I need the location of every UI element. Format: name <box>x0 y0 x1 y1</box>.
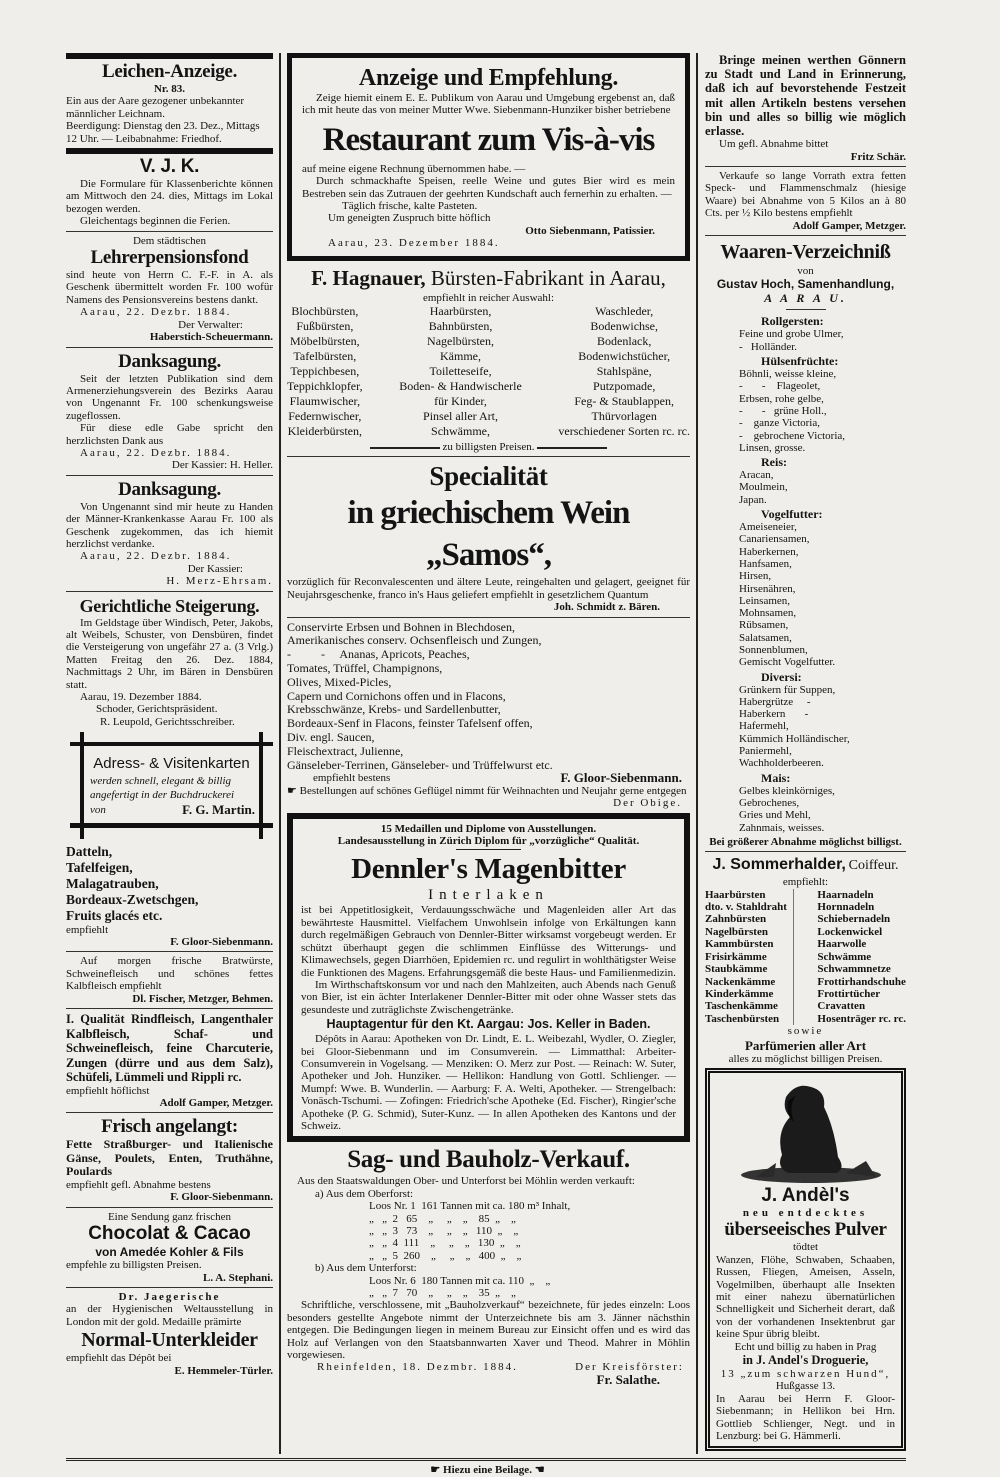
product-item: Fußbürsten, <box>296 319 354 334</box>
ad-title: Parfümerien aller Art <box>744 1037 867 1053</box>
product-item: Schiebernadeln <box>817 913 891 926</box>
catalogue-item: Böhnli, weisse kleine, <box>739 368 837 381</box>
product-item: Lockenwickel <box>817 925 883 938</box>
firm-name: F. Hagnauer, <box>311 265 426 290</box>
ad-title: Specialität <box>429 461 548 492</box>
catalogue-section-heading: Vogelfutter: <box>761 507 823 522</box>
product-item: Nackenkämme <box>705 975 776 988</box>
ad-adress-visitenkarten <box>70 742 273 827</box>
catalogue-item: Salatsamen, <box>739 631 792 644</box>
product-item: Waschleder, <box>595 304 654 319</box>
catalogue-item: Kümmich Holländischer, <box>739 732 850 745</box>
ad-sommerhalder <box>705 855 906 1065</box>
ad-title: Leichen-Anzeige. <box>101 61 238 82</box>
ad-text: Bei größerer Abnahme möglichst billigst. <box>709 835 902 848</box>
product-line-list <box>287 621 690 773</box>
catalogue-item: Hafermehl, <box>739 720 789 733</box>
ad-fischer <box>66 955 273 1009</box>
frame-bar <box>80 732 84 838</box>
ad-text: Aus den Staatswaldungen Ober- und Unterforst bei Möhlin werden verkauft: <box>297 1175 635 1188</box>
ad-bauholz-verkauf <box>287 1145 690 1386</box>
catalogue-item: Japan. <box>739 493 767 506</box>
ad-text: neu entdecktes <box>742 1206 869 1219</box>
ad-vjk <box>66 148 273 232</box>
catalogue-item: Feine und grobe Ulmer, <box>739 328 844 341</box>
product-item-list <box>558 304 690 439</box>
ad-text: empfiehlt: <box>782 876 829 889</box>
ad-title: Dennler's Magenbitter <box>351 853 626 886</box>
product-item: Schwämme, <box>431 424 491 439</box>
ad-text: Dem städtischen <box>132 234 206 247</box>
ad-text: in J. Andel's Droguerie, <box>742 1353 869 1368</box>
product-item: Staubkämme <box>705 963 768 976</box>
product-item: Möbelbürsten, <box>290 334 360 349</box>
product-line: Amerikanisches conserv. Ochsenfleisch und Zungen, <box>287 633 542 648</box>
product-line: Tomates, Trüffel, Champignons, <box>287 661 443 676</box>
product-item: Bordeaux-Zwetschgen, <box>66 891 199 907</box>
ad-text: empfiehlt gefl. Abnahme bestens <box>66 1178 211 1191</box>
ad-text: sind heute von Herrn C. F.-F. in A. als Geschenk übermittelt worden Fr. 100 wofür Namens des Pensionsvereins bestens dankt. <box>66 269 273 306</box>
divider <box>287 456 690 457</box>
ad-text: a) Aus dem Oberforst: <box>315 1187 414 1200</box>
product-item: Hornnadeln <box>817 901 875 914</box>
ad-signature: L. A. Stephani. <box>203 1271 273 1284</box>
product-item: Teppichbesen, <box>290 364 360 379</box>
firm-name: J. Andèl's <box>761 1184 850 1206</box>
ad-text: Beerdigung: Dienstag den 23. Dez., Mittags 12 Uhr. — Leibabnahme: Friedhof. <box>66 120 260 145</box>
ad-text: Von Ungenannt sind mir heute zu Handen der Männer-Krankenkasse Aarau Fr. 100 als Geschenk zugekommen, das ich hiemit herzlichst verdanke. <box>66 500 273 550</box>
product-item: Zahnbürsten <box>705 913 767 926</box>
ad-text: Echt und billig zu haben in Prag <box>734 1340 877 1353</box>
ad-signature: Dl. Fischer, Metzger, Behmen. <box>132 992 273 1005</box>
product-item: Datteln, <box>66 843 113 859</box>
ad-signature: Der Obige. <box>613 797 682 810</box>
ad-waaren-verzeichniss <box>705 239 906 852</box>
ad-text: Schriftliche, verschlossene, mit „Bauholzverkauf“ bezeichnete, für jedes einzeln: Loos besonders gestellte Angebote nimmt der Unterzeichnete bis am 3. Jänner nächsthin entgegen. Die Bedingungen liegen in meinem Bureau zur Einsicht offen und es wird das Holz auf Verlangen von den Staatsbannwarten Xaver und Theod. Mahrer in Möhlin vorgewiesen. <box>287 1299 690 1362</box>
ad-signature: Fr. Salathe. <box>596 1371 660 1387</box>
ad-signature: H. Merz-Ehrsam. <box>166 575 273 588</box>
ad-title: Normal-Unterkleider <box>81 1329 258 1352</box>
ad-text: Durch schmackhafte Speisen, reelle Weine und gutes Bier wird es mein Bestreben sein das Zutrauen der geehrten Kundschaft auch fernerhin zu erhalten. — <box>302 175 675 200</box>
ad-normal-unterkleider <box>66 1291 273 1377</box>
lot-row: „ „ 4 111 „ „ „ 130 „ „ <box>369 1237 521 1250</box>
catalogue-item: Paniermehl, <box>739 745 792 758</box>
catalogue-item: - - grüne Holl., <box>739 404 827 417</box>
divider <box>287 617 690 618</box>
lot-row: „ „ 7 70 „ „ „ 35 „ „ <box>369 1287 516 1300</box>
ad-signature: Adolf Gamper, Metzger. <box>792 219 906 232</box>
divider <box>66 1207 273 1208</box>
product-item: Thürvorlagen <box>591 409 657 424</box>
ad-text: Um geneigten Zuspruch bitte höflich <box>328 212 491 225</box>
ad-text: Für diese edle Gabe spricht den herzlichsten Dank aus <box>66 422 273 447</box>
ad-text: Bestellungen auf schönes Geflügel nimmt für Weihnachten und Neujahr gerne entgegen <box>299 784 687 797</box>
restaurant-name: Restaurant zum Vis-à-vis <box>322 121 655 158</box>
catalogue-item: Gelbes kleinkörniges, <box>739 784 835 797</box>
ad-signature: Haberstich-Scheuermann. <box>149 331 273 344</box>
firm-name: J. Sommerhalder, <box>712 856 846 874</box>
catalogue-item: Canariensamen, <box>739 533 810 546</box>
ad-text: I. Qualität Rindfleisch, Langenthaler Kalbfleisch, Schaf- und Schweinefleisch, feine Charcuterie, Zungen (dürre und aus dem Salz), Schüfeli, Lümmeli und Rippli rc. <box>66 1012 273 1085</box>
ad-danksagung-1 <box>66 351 273 476</box>
ad-text: zu billigsten Preisen. <box>442 441 535 454</box>
catalogue-item: Erbsen, rohe gelbe, <box>739 392 824 405</box>
ad-signature: R. Leupold, Gerichtsschreiber. <box>100 715 235 728</box>
catalogue-item: Gemischt Vogelfutter. <box>739 656 836 669</box>
ad-signature: Der Kassier: H. Heller. <box>171 459 273 472</box>
lot-row: „ „ 2 65 „ „ „ 85 „ „ <box>369 1212 516 1225</box>
ad-text: Dépôts in Aarau: Apotheken von Dr. Lindt, E. L. Weibezahl, Wydler, O. Ziegler, bei Gloor-Siebenmann und im Consumverein. — Limmatthal: Arbeiter-Consumverein in Vogelsang. — Menziken: O. Merz zur Post. — Reinach: W. Suter, Apotheker und Joh. Hunziker. — Hellikon: Handlung von Gottl. Schlienger. — Mumpf: Wwe. B. Wunderlin. — Aarburg: F. A. Welti, Apotheker. — Strengelbach: Vonäsch-Tschumi. — Zofingen: Friedrich'sche Apotheke (Ed. Fischer), Ringier'sche Apotheke (P. G. Schmid), Suter-Kunz. — In allen Apotheken des Kantons und der Schweiz. <box>301 1033 676 1132</box>
ad-date: Aarau, 22. Dezbr. 1884. <box>80 550 232 563</box>
ad-gamper <box>66 1012 273 1113</box>
supplement-notice <box>279 1461 696 1476</box>
product-item: Kammbürsten <box>705 938 774 951</box>
product-item: Haarbürsten <box>705 888 766 901</box>
product-item: Schwämme <box>817 950 872 963</box>
lot-row-list <box>287 1200 690 1262</box>
ad-text: Fette Straßburger- und Italienische Gänse, Poulets, Enten, Truthähne, Poulards <box>66 1137 273 1179</box>
product-item-list <box>817 889 906 1025</box>
ad-dennler-magenbitter <box>287 813 690 1143</box>
product-line: Capern und Cornichons offen und in Flacons, <box>287 688 506 703</box>
ad-title: überseeisches Pulver <box>724 1219 887 1241</box>
ad-signature: Otto Siebenmann, Patissier. <box>525 224 655 237</box>
ad-text: Im Wirthschaftskonsum vor und nach den Mahlzeiten, auch Abends nach Genuß von Bier, ist ein ächter Interlakener Dennler-Bitter mit oder ohne Wasser stets das gesundeste und zuträglichste Zwischengetränke. <box>301 978 676 1016</box>
divider <box>66 231 273 232</box>
product-line: Bordeaux-Senf in Flacons, feinster Tafelsenf offen, <box>287 716 533 731</box>
ad-leichen-anzeige <box>66 53 273 145</box>
ad-fritz-schaer <box>705 53 906 167</box>
ad-text: In Aarau bei Herrn F. Gloor-Siebenmann; in Hellikon bei Hrn. Gottlieb Schlienger, Negt. und in Lenzburg: bei G. Hämmerli. <box>716 1392 895 1443</box>
catalogue-item: Haberkern - <box>739 708 809 721</box>
divider <box>66 1112 273 1113</box>
ad-date: Aarau, 19. Dezember 1884. <box>80 691 202 704</box>
lot-row: „ „ 5 260 „ „ „ 400 „ „ <box>369 1249 522 1262</box>
ad-title: Chocolat & Cacao <box>88 1223 251 1245</box>
product-item: Haarwolle <box>817 938 867 951</box>
ad-text: Verkaufe so lange Vorrath extra fetten Speck- und Flammenschmalz (hiesige Waare) bei Abnahme von 5 Kilos an à 80 Cts. per ½ Kilo bestens empfiehlt <box>705 170 906 220</box>
product-item: für Kinder, <box>434 394 487 409</box>
ad-text: an der Hygienischen Weltausstellung in London mit der gold. Medaille prämirte <box>66 1303 273 1328</box>
ad-signature: Schoder, Gerichtspräsident. <box>96 703 218 716</box>
catalogue-item: Haberkernen, <box>739 545 799 558</box>
ad-text: Täglich frische, kalte Pasteten. <box>342 200 478 213</box>
pointing-hand-left-icon: ☚ <box>534 1464 545 1477</box>
ad-conserven <box>287 621 690 810</box>
ad-frisch-angelangt <box>66 1116 273 1207</box>
product-item: Pinsel aller Art, <box>423 409 499 424</box>
product-item: Bodenlack, <box>597 334 652 349</box>
ad-text: Landesausstellung in Zürich Diplom für „vorzügliche“ Qualität. <box>337 835 640 848</box>
catalogue-section-heading: Hülsenfrüchte: <box>761 354 839 369</box>
catalogue-item: Linsen, grosse. <box>739 441 806 454</box>
catalogue-section-heading: Diversi: <box>761 669 802 684</box>
divider <box>66 148 273 154</box>
ad-hagnauer <box>287 264 690 458</box>
product-item: Toiletteseife, <box>429 364 492 379</box>
lot-row-list <box>287 1275 690 1300</box>
product-item: Taschenbürsten <box>705 1012 780 1025</box>
product-item: Frisirkämme <box>705 950 767 963</box>
product-item: Schwammnetze <box>817 963 891 976</box>
product-item: Tafelbürsten, <box>293 349 357 364</box>
product-item: Bodenwichstücher, <box>578 349 671 364</box>
ad-signature: F. Gloor-Siebenmann. <box>170 1191 273 1204</box>
product-item: Boden- & Handwischerle <box>399 379 522 394</box>
ad-signature: E. Hemmeler-Türler. <box>174 1364 273 1377</box>
divider <box>456 849 521 850</box>
product-item: Nagelbürsten <box>705 925 768 938</box>
product-item: Blochbürsten, <box>291 304 359 319</box>
divider <box>66 1287 273 1288</box>
ad-text: tödtet <box>792 1241 819 1254</box>
ad-text: Im Geldstage über Windisch, Peter, Jakobs, alt Weibels, Schuster, von Densbüren, findet die Versteigerung von ungefähr 27 a. (3 Vrlg.) Matten Freitag den 26. Dez. 1884, Nachmittags 2 Uhr, im Bären in Densbüren statt. <box>66 616 273 691</box>
ad-speck <box>705 170 906 236</box>
divider <box>537 447 607 449</box>
frame-bar <box>259 732 263 838</box>
ad-title: Frisch angelangt: <box>101 1116 238 1138</box>
product-item: Frottirtücher <box>817 987 881 1000</box>
divider <box>66 951 273 952</box>
catalogue-item: Rübsamen, <box>739 619 789 632</box>
catalogue-item: Hirsenähren, <box>739 582 796 595</box>
ad-signature: Fritz Schär. <box>850 150 906 163</box>
ad-text: sowie <box>787 1025 824 1038</box>
lot-row: Loos Nr. 1 161 Tannen mit ca. 180 m³ Inhalt, <box>369 1200 571 1213</box>
product-item: Bahnbürsten, <box>428 319 493 334</box>
supplement-text: Hiezu eine Beilage. <box>443 1464 532 1477</box>
ad-signature: Adolf Gamper, Metzger. <box>159 1097 273 1109</box>
catalogue-item: Gebrochenes, <box>739 796 800 809</box>
product-line: Gänseleber-Terrinen, Gänseleber- und Trüffelwurst etc. <box>287 757 553 772</box>
ad-text: Bringe meinen werthen Gönnern zu Stadt und Land in Erinnerung, daß ich auf bevorstehende Festzeit mit allen Artikeln bestens versehen bin und alles so billig wie möglich erlasse. <box>705 53 906 139</box>
product-item: Flaumwischer, <box>289 394 361 409</box>
product-line: Div. engl. Saucen, <box>287 730 375 745</box>
ad-text: alles zu möglichst billigen Preisen. <box>728 1052 883 1065</box>
product-line: Olives, Mixed-Picles, <box>287 674 392 689</box>
wine-name: in griechischem Wein „Samos“, <box>347 495 630 574</box>
catalogue-sections <box>705 314 906 833</box>
ad-title: Anzeige und Empfehlung. <box>358 65 619 91</box>
product-item: Teppichklopfer, <box>287 379 363 394</box>
catalogue-item: Hanfsamen, <box>739 557 792 570</box>
product-item: Federnwischer, <box>288 409 362 424</box>
catalogue-item: Zahnmais, weisses. <box>739 821 825 834</box>
ad-text: auf meine eigene Rechnung übernommen habe. — <box>302 162 526 175</box>
product-item: Taschenkämme <box>705 1000 778 1013</box>
product-item: Fruits glacés etc. <box>66 907 163 923</box>
ad-signature: F. G. Martin. <box>182 802 255 818</box>
catalogue-item: Mohnsamen, <box>739 607 797 620</box>
newspaper-page <box>66 53 906 1477</box>
ad-text: Hußgasse 13. <box>775 1380 836 1393</box>
firm-name: Gustav Hoch, Samenhandlung, <box>716 277 895 292</box>
product-item: Kleiderbürsten, <box>287 424 362 439</box>
product-line: Fleischextract, Julienne, <box>287 743 404 758</box>
divider <box>66 53 273 59</box>
ad-text: Gleichentags beginnen die Ferien. <box>80 215 231 228</box>
ad-number: Nr. 83. <box>153 83 186 95</box>
right-column <box>696 53 906 1454</box>
ad-date: Aarau, 23. Dezember 1884. <box>328 237 500 250</box>
product-item: Nagelbürsten, <box>427 334 495 349</box>
divider <box>705 851 906 852</box>
ad-text: Coiffeur. <box>848 858 899 874</box>
catalogue-section-heading: Mais: <box>761 770 791 785</box>
product-line: Conservirte Erbsen und Bohnen in Blechdosen, <box>287 619 515 634</box>
ad-title: Gerichtliche Steigerung. <box>79 595 260 616</box>
divider <box>66 591 273 592</box>
ad-text: Der Kreisförster: <box>575 1361 684 1374</box>
ad-restaurant-vis-a-vis <box>287 53 690 261</box>
ad-signature: F. Gloor-Siebenmann. <box>560 770 682 786</box>
ad-text: Dr. Jaegerische <box>118 1290 221 1303</box>
catalogue-item: - gebrochene Victoria, <box>739 429 846 442</box>
ad-date: Aarau, 22. Dezbr. 1884. <box>80 446 232 459</box>
product-item: Feg- & Staublappen, <box>574 394 675 409</box>
ad-subtitle: Interlaken <box>428 887 549 904</box>
product-item: Bodenwichse, <box>590 319 659 334</box>
ad-text: vorzüglich für Reconvalescenten und ältere Leute, reingehalten und gelagert, geeignet für Neujahrsgeschenke, franco in's Haus geliefert empfiehlt in gesetzlichem Quantum <box>287 576 690 601</box>
catalogue-item: - Holländer. <box>739 340 798 353</box>
product-item-list <box>399 304 522 439</box>
ad-samos <box>287 460 690 617</box>
ad-text: Seit der letzten Publikation sind dem Armenerziehungsverein des Bezirks Aarau von Ungenannt Fr. 100 schenkungsweise zugeflossen. <box>66 372 273 422</box>
catalogue-item: Grünkern für Suppen, <box>739 683 836 696</box>
pointing-hand-right-icon: ☛ <box>430 1464 441 1477</box>
product-item: Haarnadeln <box>817 888 874 901</box>
ad-title: Danksagung. <box>118 350 221 372</box>
city-name: A A R A U. <box>764 291 847 306</box>
ad-title: Bürsten-Fabrikant in Aarau, <box>430 265 666 290</box>
catalogue-item: Ameiseneier, <box>739 521 797 534</box>
product-item: Tafelfeigen, <box>66 859 133 875</box>
ad-text: Hauptagentur für den Kt. Aargau: Jos. Keller in Baden. <box>326 1017 651 1032</box>
ad-text: empfiehlt höflichst <box>66 1084 150 1097</box>
ad-text: empfiehlt bestens <box>313 772 391 785</box>
product-item-list <box>287 304 363 439</box>
ad-text: werden schnell, elegant & billig angefertigt in der Buchdruckerei <box>90 775 235 802</box>
product-item-list <box>705 889 794 1025</box>
ad-text: empfehle zu billigsten Preisen. <box>66 1259 202 1272</box>
ad-title: V. J. K. <box>139 156 200 178</box>
ad-date: Rheinfelden, 18. Dezmbr. 1884. <box>317 1361 518 1374</box>
ad-chocolat <box>66 1211 273 1288</box>
catalogue-item: Aracan, <box>739 469 774 482</box>
middle-column <box>279 53 696 1454</box>
catalogue-section-heading: Reis: <box>761 455 787 470</box>
ad-text: Eine Sendung ganz frischen <box>107 1210 232 1223</box>
catalogue-section-heading: Rollgersten: <box>761 314 824 329</box>
ad-text: Der Kassier: <box>187 562 243 575</box>
ad-text: Die Formulare für Klassenberichte können am Mittwoch den 24. dies, Mittags im Lokal bezogen werden. <box>66 178 273 215</box>
product-item: Stahlspäne, <box>596 364 652 379</box>
ad-danksagung-2 <box>66 479 273 592</box>
product-item: Kinderkämme <box>705 987 774 1000</box>
ad-title: Lehrerpensionsfond <box>90 247 249 269</box>
ad-text: von <box>797 265 814 278</box>
dog-illustration <box>716 1077 896 1185</box>
product-item: Kämme, <box>440 349 482 364</box>
product-item: Frottirhandschuhe <box>817 975 906 988</box>
ad-text: Wanzen, Flöhe, Schwaben, Schaaben, Russen, Fliegen, Ameisen, Asseln, Vogelmilben, überhaupt alle Insekten mit einer nahezu übernatürlichen Schnelligkeit und Sicherheit derart, daß von der vorhandenen Insektenbrut gar keine Spur übrig bleibt. <box>716 1253 895 1341</box>
ad-text: b) Aus dem Unterforst: <box>315 1262 417 1275</box>
product-item: dto. v. Stahldraht <box>705 901 787 914</box>
ad-text: von <box>90 804 106 817</box>
ad-datteln <box>66 844 273 953</box>
divider <box>66 475 273 476</box>
lot-row: „ „ 3 73 „ „ „ 110 „ „ <box>369 1225 519 1238</box>
ad-title: Waaren-Verzeichniß <box>720 241 891 264</box>
ad-signature: F. Gloor-Siebenmann. <box>170 936 273 949</box>
catalogue-item: - - Flageolet, <box>739 380 821 393</box>
ad-text: empfiehlt das Dépôt bei <box>66 1352 172 1365</box>
ad-text: Der Verwalter: <box>178 318 243 331</box>
columns <box>66 53 906 1454</box>
ad-title: Adress- & Visitenkarten <box>93 755 250 773</box>
catalogue-item: Habergrütze - <box>739 695 811 708</box>
product-item: Hosenträger rc. rc. <box>817 1012 906 1025</box>
divider <box>66 1008 273 1009</box>
ad-lehrerpensionsfond <box>66 235 273 348</box>
left-column <box>66 53 273 1454</box>
product-item: Cravatten <box>817 1000 866 1013</box>
ad-text: Um gefl. Abnahme bittet <box>719 138 829 151</box>
catalogue-item: Sonnenblumen, <box>739 644 808 656</box>
ad-signature: Joh. Schmidt z. Bären. <box>553 601 660 614</box>
ad-text: empfiehlt <box>66 923 109 936</box>
divider <box>370 447 440 449</box>
product-item: verschiedener Sorten rc. rc. <box>558 424 690 439</box>
ad-title: Sag- und Bauholz-Verkauf. <box>347 1146 630 1174</box>
catalogue-item: - ganze Victoria, <box>739 417 820 430</box>
catalogue-item: Wachholderbeeren. <box>739 757 824 770</box>
product-line: Krebsschwänze, Krebs- und Sardellenbutter, <box>287 702 501 717</box>
lot-row: Loos Nr. 6 180 Tannen mit ca. 110 „ „ <box>369 1274 551 1287</box>
product-line: - - Ananas, Apricots, Peaches, <box>287 647 470 662</box>
ad-text: ist bei Appetitlosigkeit, Verdauungsschwäche und Magenleiden aller Art das bewährteste Hausmittel. Vielfachem Unwohlsein infolge von Erkältungen kann durch regelmäßigen Gebrauch von Dennler-Bitter wirksamst vorgebeugt werden. Er schützt überhaupt gegen die schlimmen Einflüsse des Witterungs- und Klimawechsels, gegen Diarrhöen, Epidemien rc. und regulirt in wohlthätigster Weise die Funktionen des Magens. Erfahrungsgemäß die beste Haus- und Familienmedizin. <box>301 904 676 979</box>
ad-text: von Amedée Kohler & Fils <box>95 1245 244 1260</box>
ad-text: 15 Medaillen und Diplome von Ausstellungen. <box>380 822 597 835</box>
ad-text: 13 „zum schwarzen Hund“, <box>720 1368 891 1381</box>
product-item-list <box>66 844 273 924</box>
ad-text: Zeige hiemit einem E. E. Publikum von Aarau und Umgebung ergebenst an, daß ich mit heute das von meiner Mutter Wwe. Siebenmann-Hunziker bisher betriebene <box>302 92 675 117</box>
product-item: Putzpomade, <box>593 379 656 394</box>
divider <box>66 347 273 348</box>
ad-date: Aarau, 22. Dezbr. 1884. <box>80 306 232 319</box>
ad-text: Ein aus der Aare gezogener unbekannter männlicher Leichnam. <box>66 95 245 120</box>
ad-gerichtliche-steigerung <box>66 595 273 729</box>
divider <box>705 166 906 167</box>
product-item: Malagatrauben, <box>66 875 159 891</box>
catalogue-item: Gries und Mehl, <box>739 809 811 822</box>
ad-text: empfiehlt in reicher Auswahl: <box>422 291 555 304</box>
ad-andel-pulver <box>705 1068 906 1452</box>
catalogue-item: Moulmein, <box>739 481 788 494</box>
divider <box>786 309 826 310</box>
product-item: Haarbürsten, <box>429 304 492 319</box>
ad-title: Danksagung. <box>118 478 221 500</box>
catalogue-item: Leinsamen, <box>739 594 791 607</box>
pointing-hand-icon: ☛ <box>287 784 300 797</box>
catalogue-item: Hirsen, <box>739 570 772 583</box>
ad-text: Auf morgen frische Bratwürste, Schweinefleisch und schönes fettes Kalbfleisch empfiehlt <box>66 955 273 993</box>
divider <box>705 235 906 236</box>
